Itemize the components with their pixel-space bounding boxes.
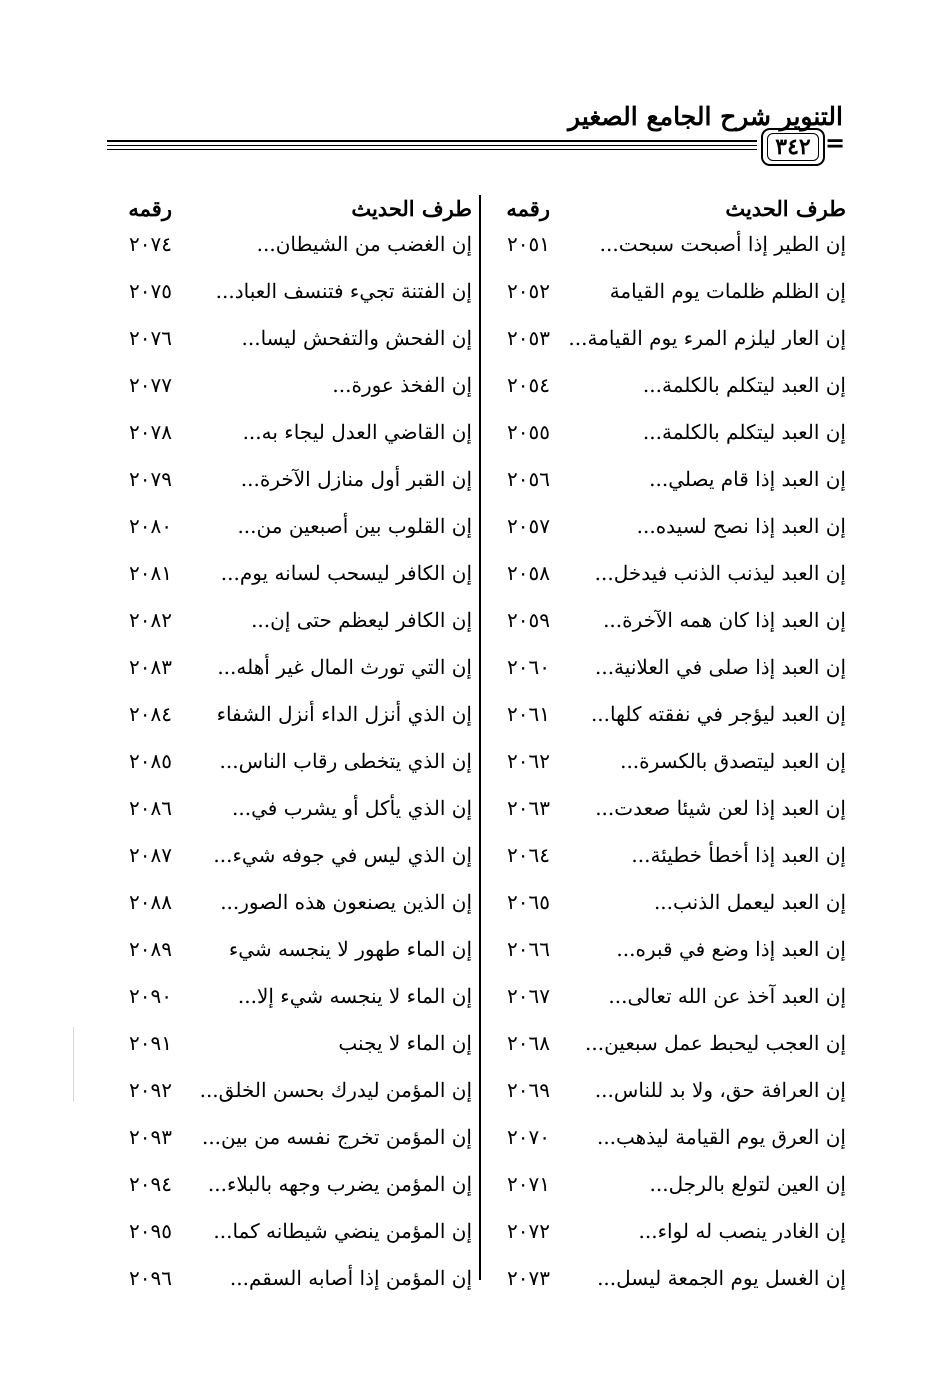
left-hadith-text: إن الماء طهور لا ينجسه شيء [228,937,472,961]
left-hadith-text: إن الفحش والتفحش ليسا... [241,326,472,350]
right-hadith-number: ٢٠٥٤ [507,373,550,397]
left-hadith-number: ٢٠٨٥ [129,749,172,773]
right-hadith-number: ٢٠٦٦ [507,937,550,961]
right-hadith-text: إن العبد ليذنب الذنب فيدخل... [594,561,846,585]
left-hadith-number: ٢٠٩١ [129,1031,172,1055]
left-hadith-number: ٢٠٩٤ [129,1172,172,1196]
header-ornament: = [825,128,846,157]
left-hadith-text: إن المؤمن ينضي شيطانه كما... [213,1219,472,1243]
left-hadith-number: ٢٠٩٢ [129,1078,172,1102]
left-hadith-number: ٢٠٨٨ [129,890,172,914]
right-hadith-number: ٢٠٥٧ [507,514,550,538]
left-hadith-number: ٢٠٨٤ [129,702,172,726]
left-hadith-number: ٢٠٧٨ [129,420,172,444]
right-hadith-text: إن الغسل يوم الجمعة ليسل... [597,1266,846,1290]
left-hadith-number: ٢٠٨٦ [129,796,172,820]
left-hadith-text: إن التي تورث المال غير أهله... [217,655,472,679]
right-hadith-text: إن العبد إذا قام يصلي... [649,467,846,491]
right-hadith-number: ٢٠٦٥ [507,890,550,914]
header-rule [107,140,757,142]
left-hadith-number: ٢٠٧٥ [129,279,172,303]
left-number-header: رقمه [128,196,172,221]
right-hadith-number: ٢٠٦٢ [507,749,550,773]
right-hadith-number: ٢٠٦٩ [507,1078,550,1102]
right-hadith-text: إن الطير إذا أصبحت سبحت... [599,232,846,256]
left-hadith-number: ٢٠٩٥ [129,1219,172,1243]
right-hadith-number: ٢٠٦٤ [507,843,550,867]
left-hadith-text: إن الماء لا ينجسه شيء إلا... [237,984,472,1008]
column-divider [479,195,481,1280]
right-hadith-number: ٢٠٧٢ [507,1219,550,1243]
right-hadith-text: إن العبد إذا صلى في العلانية... [594,655,846,679]
left-hadith-number: ٢٠٨١ [129,561,172,585]
left-hadith-text: إن القاضي العدل ليجاء به... [242,420,472,444]
left-hadith-text: إن الفتنة تجيء فتنسف العباد... [215,279,472,303]
right-hadith-text: إن الظلم ظلمات يوم القيامة [609,279,846,303]
right-hadith-text: إن العرق يوم القيامة ليذهب... [596,1125,846,1149]
right-hadith-text: إن العبد آخذ عن الله تعالى... [608,984,846,1008]
right-hadith-text: إن العبد إذا كان همه الآخرة... [603,608,846,632]
left-hadith-text: إن الكافر ليسحب لسانه يوم... [220,561,472,585]
right-hadith-text: إن العبد ليعمل الذنب... [653,890,846,914]
book-title: التنوير شرح الجامع الصغير [568,102,843,131]
right-hadith-text: إن العجب ليحبط عمل سبعين... [585,1031,846,1055]
left-hadith-text: إن المؤمن تخرج نفسه من بين... [201,1125,472,1149]
right-hadith-number: ٢٠٦٨ [507,1031,550,1055]
right-hadith-text: إن العين لتولع بالرجل... [649,1172,846,1196]
left-hadith-number: ٢٠٩٣ [129,1125,172,1149]
left-hadith-number: ٢٠٨٢ [129,608,172,632]
left-hadith-number: ٢٠٨٧ [129,843,172,867]
right-hadith-text: إن العبد إذا وضع في قبره... [616,937,846,961]
left-hadith-text: إن الذي يأكل أو يشرب في... [232,796,472,820]
right-hadith-text: إن العبد إذا نصح لسيده... [636,514,846,538]
page-number-frame [761,128,825,166]
right-hadith-text: إن العبد ليتكلم بالكلمة... [642,373,846,397]
right-hadith-text: إن العرافة حق، ولا بد للناس... [594,1078,846,1102]
right-hadith-number: ٢٠٧١ [507,1172,550,1196]
left-hadith-text: إن الغضب من الشيطان... [256,232,472,256]
left-hadith-number: ٢٠٧٩ [129,467,172,491]
left-hadith-number: ٢٠٧٧ [129,373,172,397]
scan-mark [73,1027,74,1102]
left-hadith-text: إن الماء لا يجنب [338,1031,472,1055]
left-hadith-text: إن الذين يصنعون هذه الصور... [220,890,472,914]
right-hadith-text: إن الغادر ينصب له لواء... [638,1219,846,1243]
left-hadith-text: إن الفخذ عورة... [332,373,472,397]
left-hadith-text: إن القلوب بين أصبعين من... [237,514,472,538]
right-hadith-text: إن العبد إذا لعن شيئا صعدت... [595,796,846,820]
left-hadith-text: إن المؤمن يضرب وجهه بالبلاء... [207,1172,472,1196]
header-rule-inner [107,145,757,146]
left-hadith-header: طرف الحديث [351,196,472,221]
page-number: ٣٤٢ [775,134,811,160]
left-hadith-number: ٢٠٩٦ [129,1266,172,1290]
right-hadith-number: ٢٠٦٧ [507,984,550,1008]
right-number-header: رقمه [506,196,550,221]
right-hadith-number: ٢٠٥١ [507,232,550,256]
left-hadith-text: إن الذي أنزل الداء أنزل الشفاء [216,702,472,726]
right-hadith-number: ٢٠٦٠ [507,655,550,679]
right-hadith-text: إن العبد ليؤجر في نفقته كلها... [590,702,846,726]
right-hadith-text: إن العار ليلزم المرء يوم القيامة... [568,326,846,350]
right-hadith-text: إن العبد ليتصدق بالكسرة... [620,749,846,773]
left-hadith-text: إن القبر أول منازل الآخرة... [240,467,472,491]
right-hadith-number: ٢٠٥٢ [507,279,550,303]
right-hadith-number: ٢٠٥٥ [507,420,550,444]
right-hadith-number: ٢٠٥٨ [507,561,550,585]
right-hadith-text: إن العبد ليتكلم بالكلمة... [642,420,846,444]
right-hadith-number: ٢٠٥٣ [507,326,550,350]
left-hadith-text: إن الذي يتخطى رقاب الناس... [219,749,472,773]
right-hadith-text: إن العبد إذا أخطأ خطيئة... [631,843,846,867]
right-hadith-number: ٢٠٦١ [507,702,550,726]
left-hadith-number: ٢٠٨٠ [129,514,172,538]
left-hadith-text: إن الذي ليس في جوفه شيء... [213,843,472,867]
right-hadith-number: ٢٠٧٣ [507,1266,550,1290]
right-hadith-number: ٢٠٧٠ [507,1125,550,1149]
right-hadith-header: طرف الحديث [725,196,846,221]
right-hadith-number: ٢٠٦٣ [507,796,550,820]
left-hadith-number: ٢٠٨٩ [129,937,172,961]
left-hadith-number: ٢٠٧٦ [129,326,172,350]
left-hadith-text: إن المؤمن ليدرك بحسن الخلق... [199,1078,472,1102]
left-hadith-number: ٢٠٩٠ [129,984,172,1008]
right-hadith-number: ٢٠٥٩ [507,608,550,632]
left-hadith-number: ٢٠٨٣ [129,655,172,679]
left-hadith-text: إن الكافر ليعظم حتى إن... [251,608,472,632]
left-hadith-number: ٢٠٧٤ [129,232,172,256]
left-hadith-text: إن المؤمن إذا أصابه السقم... [229,1266,472,1290]
header-rule-lower [107,149,757,150]
right-hadith-number: ٢٠٥٦ [507,467,550,491]
